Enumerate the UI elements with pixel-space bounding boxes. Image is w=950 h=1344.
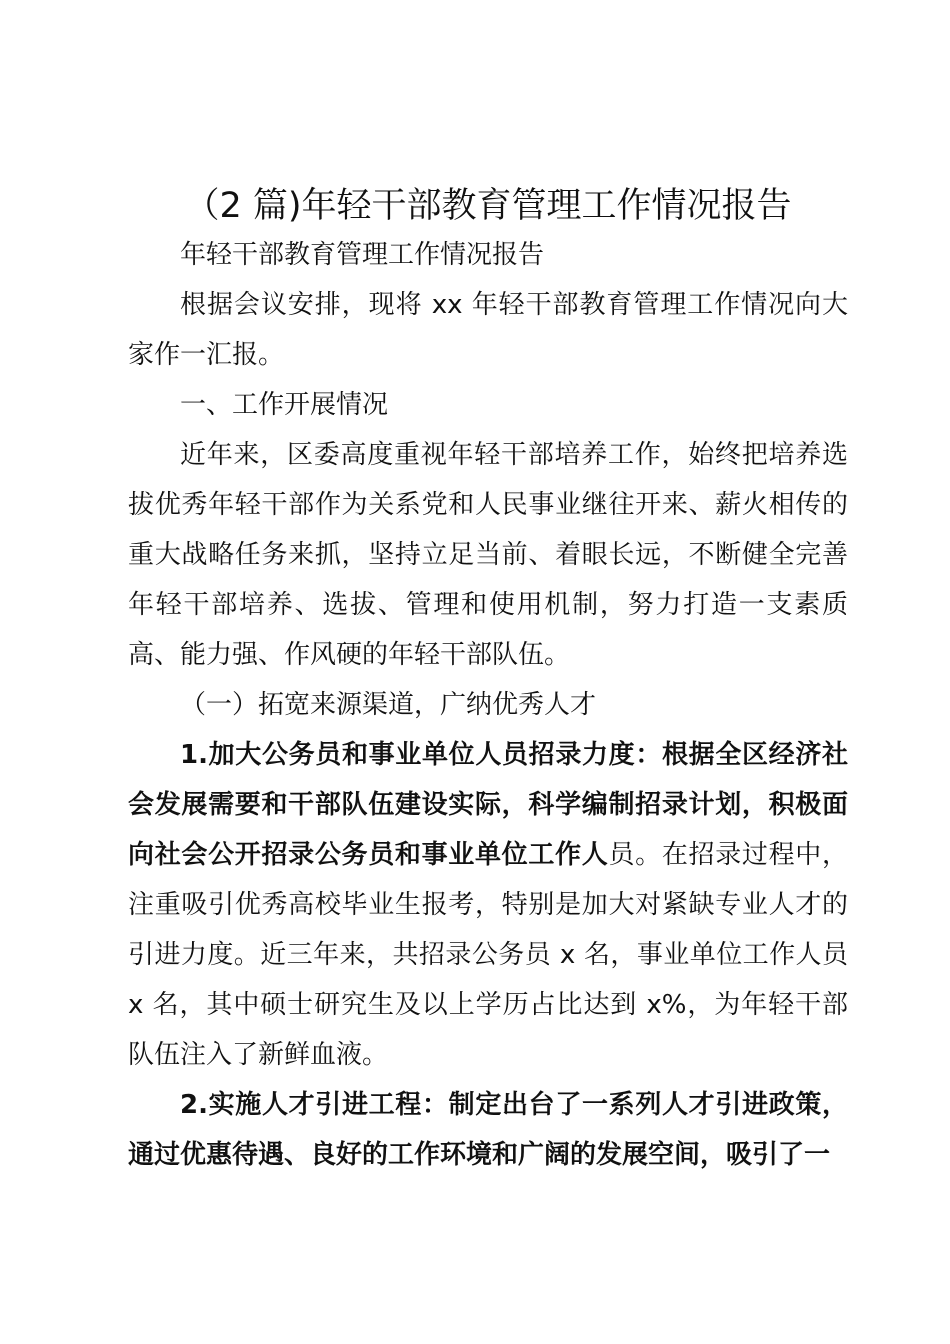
- item-2-bold-text: 2.实施人才引进工程：制定出台了一系列人才引进政策，通过优惠待遇、良好的工作环境和广阔的发展空间，吸引了一: [128, 1090, 848, 1170]
- document-subtitle: 年轻干部教育管理工作情况报告: [180, 240, 545, 270]
- item-1-text: 员。在招录过程中，注重吸引优秀高校毕业生报考，特别是加大对紧缺专业人才的引进力度。近三年来，共招录公务员 x 名，事业单位工作人员 x 名，其中硕士研究生及以上学历占比达到 x%，为年轻干部队伍注入了新鲜血液。: [128, 840, 848, 1070]
- paragraph-overview: 近年来，区委高度重视年轻干部培养工作，始终把培养选拔优秀年轻干部作为关系党和人民事业继往开来、薪火相传的重大战略任务来抓，坚持立足当前、着眼长远，不断健全完善年轻干部培养、选拔、管理和使用机制，努力打造一支素质高、能力强、作风硬的年轻干部队伍。: [128, 440, 848, 670]
- paragraph-intro: 根据会议安排，现将 xx 年轻干部教育管理工作情况向大家作一汇报。: [128, 290, 848, 370]
- paragraph-item-2: [128, 1080, 848, 1180]
- item-1-bold-text: 1.加大公务员和事业单位人员招录力度：根据全区经济社会发展需要和干部队伍建设实际，科学编制招录计划，积极面向社会公开招录公务员和事业单位工作人: [128, 740, 848, 870]
- subsection-heading-1: （一）拓宽来源渠道，广纳优秀人才: [180, 690, 597, 720]
- document-title: （2 篇)年轻干部教育管理工作情况报告: [184, 186, 792, 226]
- document-page: [128, 178, 848, 1180]
- paragraph-item-1: [128, 730, 848, 1080]
- section-heading-1: 一、工作开展情况: [180, 390, 389, 420]
